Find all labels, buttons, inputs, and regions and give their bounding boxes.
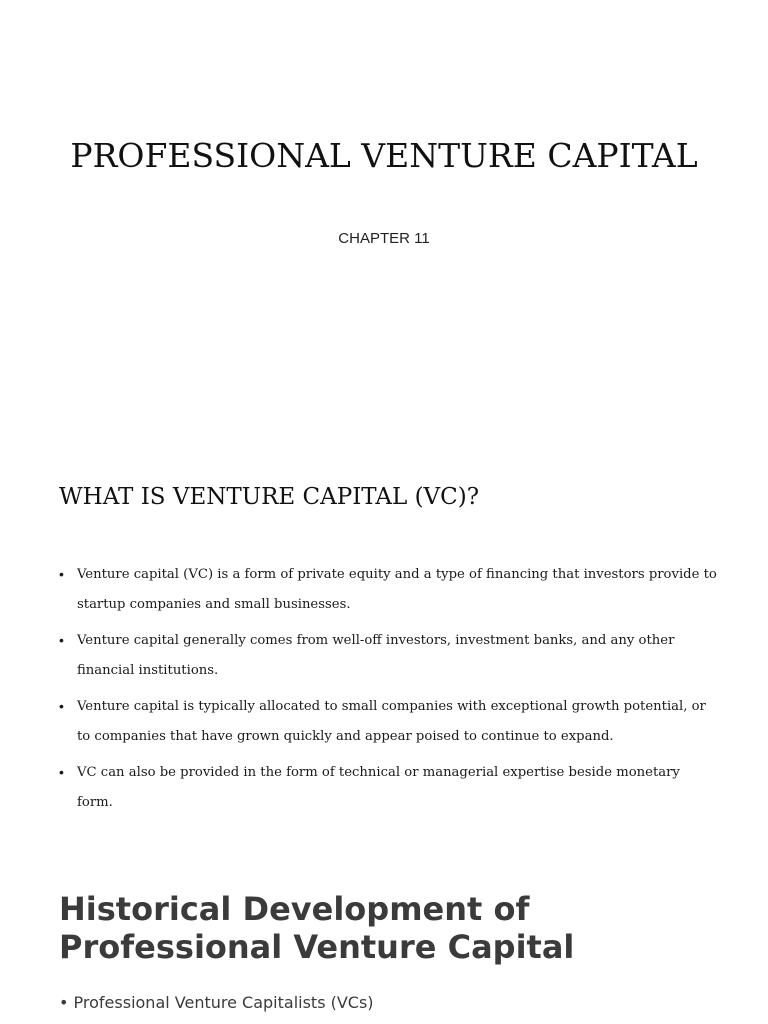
list-item	[59, 560, 719, 619]
bullet-icon: •	[59, 632, 64, 648]
list-item-text: Professional Venture Capitalists (VCs)	[73, 993, 374, 1012]
bullet-icon: •	[59, 698, 64, 714]
bullet-icon: •	[59, 764, 64, 780]
history-slide	[0, 850, 768, 1024]
history-heading: Historical Development of Professional Venture Capital	[59, 890, 575, 966]
list-item-text: VC can also be provided in the form of technical or managerial expertise beside monetary form.	[77, 765, 680, 810]
list-item-text: Venture capital generally comes from well-off investors, investment banks, and any other financial institutions.	[77, 633, 675, 678]
vc-bullet-list	[59, 560, 719, 824]
vc-definition-slide	[0, 440, 768, 850]
vc-heading: WHAT IS VENTURE CAPITAL (VC)?	[59, 484, 480, 510]
list-item	[59, 992, 374, 1014]
list-item	[59, 626, 719, 685]
list-item	[59, 758, 719, 817]
list-item-text: Venture capital is typically allocated to small companies with exceptional growth potential, or to companies that have grown quickly and appear poised to continue to expand.	[77, 699, 706, 744]
slide-subtitle: CHAPTER 11	[338, 230, 430, 247]
bullet-icon: •	[59, 993, 69, 1012]
slide-title: PROFESSIONAL VENTURE CAPITAL	[70, 136, 698, 175]
bullet-icon: •	[59, 566, 64, 582]
list-item	[59, 692, 719, 751]
list-item-text: Venture capital (VC) is a form of private equity and a type of financing that investors provide to startup companies and small businesses.	[77, 567, 717, 612]
title-slide	[0, 0, 768, 440]
